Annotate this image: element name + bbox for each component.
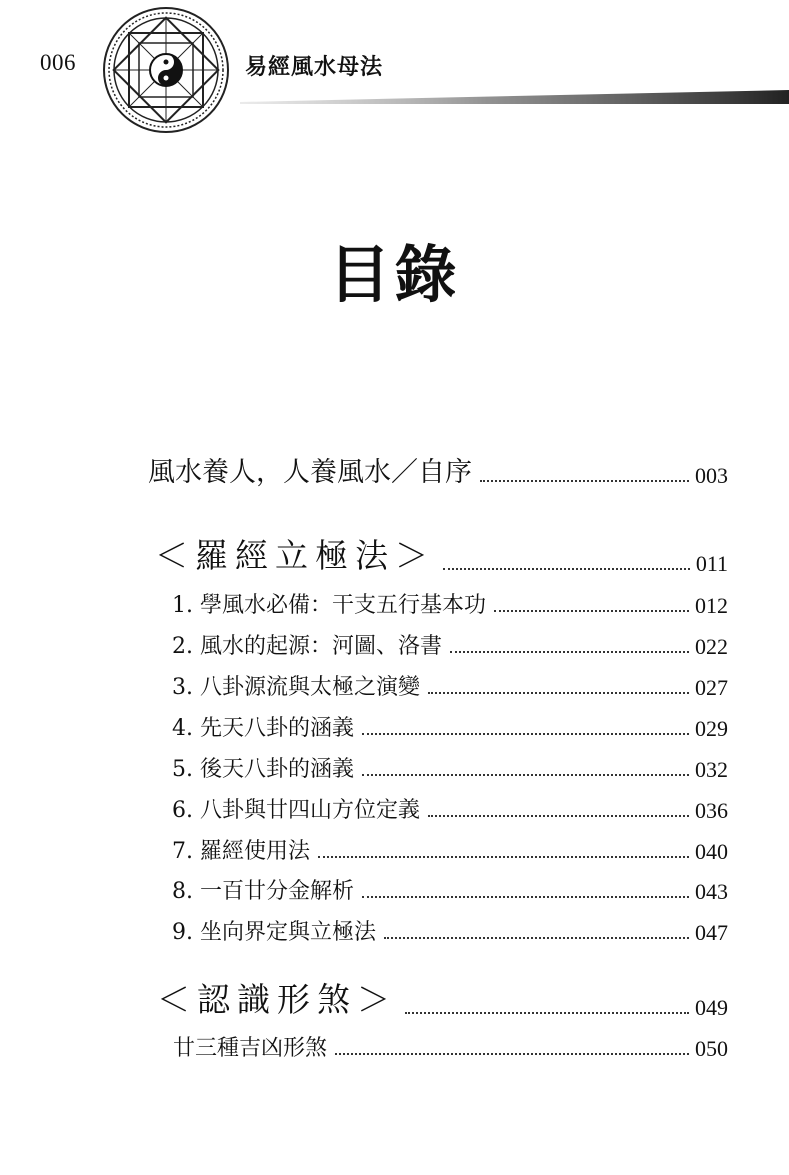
dot-leader: [450, 651, 689, 653]
dot-leader: [335, 1053, 689, 1055]
toc-entry-label: 4. 先天八卦的涵義: [172, 716, 354, 741]
dot-leader: [362, 896, 689, 898]
dot-leader: [480, 480, 689, 482]
toc-entry-label: 9. 坐向界定與立極法: [172, 920, 376, 945]
toc-page-number: 011: [695, 551, 728, 576]
dot-leader: [494, 610, 689, 612]
toc-page-number: 029: [695, 716, 728, 741]
toc-item[interactable]: [172, 874, 728, 905]
dot-leader: [405, 1012, 689, 1014]
toc-entry-label: 3. 八卦源流與太極之演變: [172, 675, 420, 700]
toc-page-number: 022: [695, 634, 728, 659]
dot-leader: [362, 774, 689, 776]
toc-page-number: 047: [695, 920, 728, 945]
toc-entry-label: 廿三種吉凶形煞: [173, 1036, 328, 1061]
toc-item[interactable]: [172, 752, 728, 783]
toc-entry-label: 7. 羅經使用法: [172, 839, 310, 864]
toc-section-label: ＜羅經立極法＞: [155, 536, 435, 575]
toc-item[interactable]: [173, 1031, 728, 1062]
toc-entry-label: 2. 風水的起源：河圖、洛書: [172, 634, 442, 659]
toc-page-number: 036: [695, 798, 728, 823]
dot-leader: [428, 815, 689, 817]
dot-leader: [443, 568, 690, 570]
toc-entry-label: 8. 一百廿分金解析: [172, 879, 354, 904]
toc-section-xingsha[interactable]: [157, 974, 728, 1021]
page-number: 006: [40, 50, 76, 75]
toc-page-number: 040: [695, 839, 728, 864]
toc-section-luojing[interactable]: [155, 530, 728, 577]
toc-page-number: 050: [695, 1036, 728, 1061]
toc-page-number: 027: [695, 675, 728, 700]
toc-page-number: 032: [695, 757, 728, 782]
toc-entry-label: 6. 八卦與廿四山方位定義: [172, 798, 420, 823]
dot-leader: [362, 733, 689, 735]
dot-leader: [428, 692, 689, 694]
toc-entry-label: 1. 學風水必備：干支五行基本功: [172, 593, 486, 618]
toc-item[interactable]: [172, 670, 728, 701]
dot-leader: [318, 856, 689, 858]
toc-item[interactable]: [172, 588, 728, 619]
toc-entry-label: 風水養人，人養風水／自序: [148, 457, 472, 488]
toc-item[interactable]: [172, 711, 728, 742]
toc-page-number: 003: [695, 463, 728, 488]
dot-leader: [384, 937, 689, 939]
toc-page-number: 043: [695, 879, 728, 904]
toc-entry-preface[interactable]: [148, 450, 728, 489]
toc-item[interactable]: [172, 834, 728, 865]
toc-item[interactable]: [172, 629, 728, 660]
toc-page-number: 012: [695, 593, 728, 618]
page-title: 目錄: [328, 238, 461, 311]
toc-page-number: 049: [695, 995, 728, 1020]
toc-item[interactable]: [172, 915, 728, 946]
toc-entry-label: 5. 後天八卦的涵義: [172, 757, 354, 782]
toc-section-label: ＜認識形煞＞: [157, 980, 397, 1019]
toc-item[interactable]: [172, 793, 728, 824]
book-title: 易經風水母法: [245, 54, 384, 80]
